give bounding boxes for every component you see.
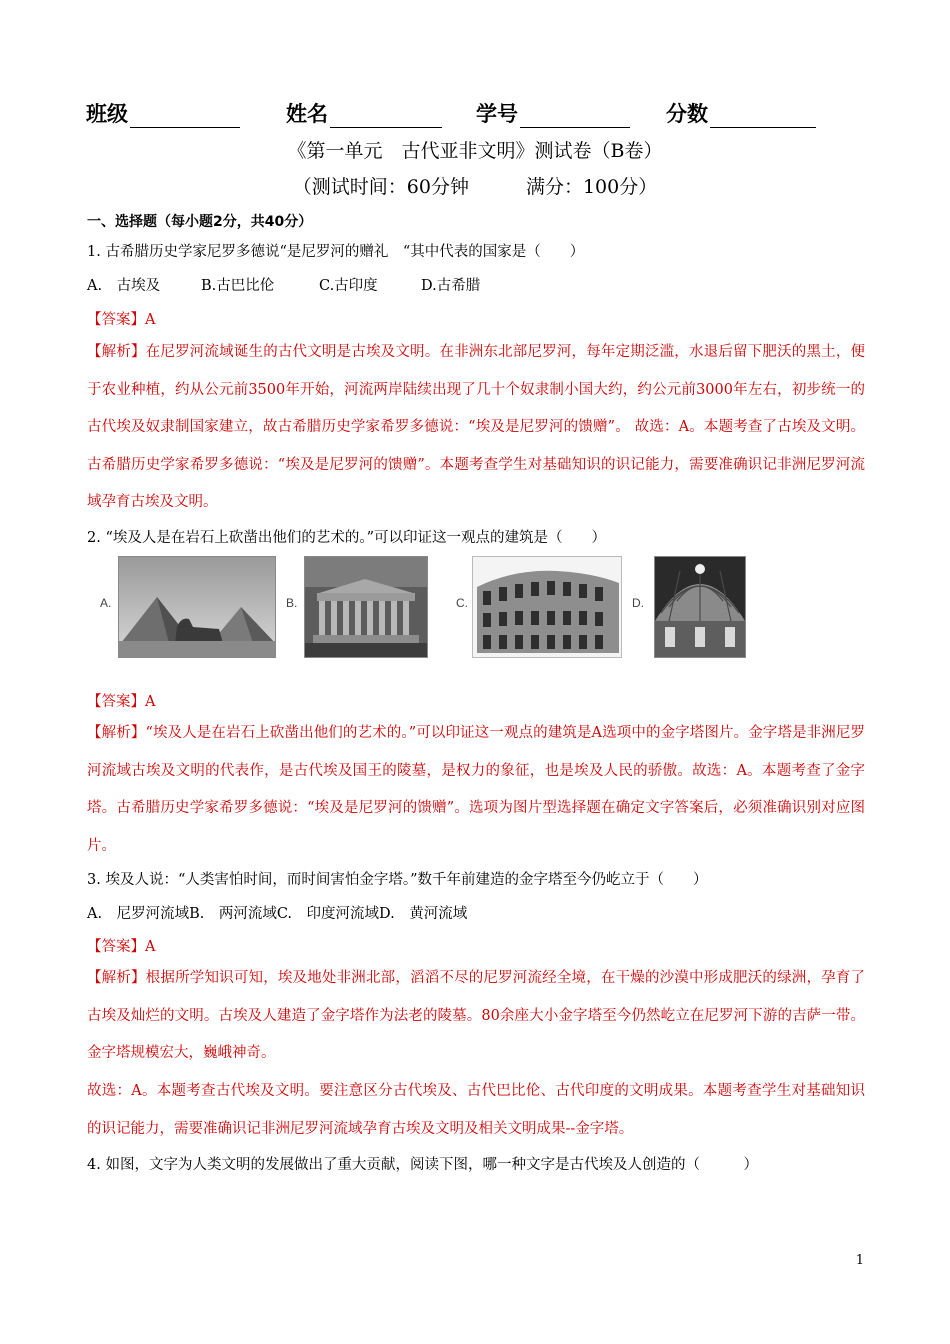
answer-value: A (145, 939, 156, 955)
score-field (666, 98, 816, 128)
analysis-text: 在尼罗河流域诞生的古代文明是古埃及文明。在非洲东北部尼罗河，每年定期泛滥，水退后留下肥沃的黑土，便于农业种植，约从公元前3500年开始，河流两岸陆续出现了几十个奴隶制小国大约，约公元前3000年左右，初步统一的古代埃及奴隶制国家建立，故古希腊历史学家希罗多德说：“埃及是尼罗河的馈赠”。 故选：A。本题考查了古埃及文明。古希腊历史学家希罗多德说：“埃及是尼罗河的馈赠”。本题考查学生对基础知识的识记能力，需要准确识记非洲尼罗河流域孕育古埃及文明。 (87, 344, 865, 510)
name-label: 姓名 (286, 102, 328, 126)
q1-option-b: B.古巴比伦 (201, 278, 275, 294)
question-1-analysis (87, 334, 865, 522)
question-1-options (87, 268, 864, 305)
student-id-field (476, 98, 630, 128)
class-label: 班级 (86, 102, 128, 126)
q1-option-c: C.古印度 (319, 278, 378, 294)
image-label-d: D. (632, 596, 644, 610)
question-3-analysis (87, 960, 865, 1073)
score-label: 分数 (666, 102, 708, 126)
student-id-blank (520, 105, 630, 128)
answer-value: A (145, 694, 156, 710)
exam-subtitle: （测试时间：60分钟 满分：100分） (292, 176, 658, 198)
question-2-stem: 2. “埃及人是在岩石上砍凿出他们的艺术的。”可以印证这一观点的建筑是（ ） (87, 530, 607, 546)
analysis-text: 根据所学知识可知，埃及地处非洲北部，滔滔不尽的尼罗河流经全境，在干燥的沙漠中形成肥沃的绿洲，孕育了古埃及灿烂的文明。古埃及人建造了金字塔作为法老的陵墓。80余座大小金字塔至今仍然屹立在尼罗河下游的吉萨一带。金字塔规模宏大，巍峨神奇。 (87, 970, 865, 1061)
name-field (286, 98, 442, 128)
page-number: 1 (855, 1253, 864, 1268)
student-id-label: 学号 (476, 102, 518, 126)
image-label-b: B. (286, 596, 298, 610)
student-info-header (86, 98, 864, 128)
q1-option-d: D.古希腊 (421, 278, 481, 294)
answer-tag: 【答案】 (87, 312, 145, 328)
score-blank (710, 105, 816, 128)
parthenon-image (304, 556, 428, 658)
analysis-text: “埃及人是在岩石上砍凿出他们的艺术的。”可以印证这一观点的建筑是A选项中的金字塔图片。金字塔是非洲尼罗河流域古埃及文明的代表作，是古代埃及国王的陵墓，是权力的象征，也是埃及人民的骄傲。故选：A。本题考查了金字塔。古希腊历史学家希罗多德说：“埃及是尼罗河的馈赠”。选项为图片型选择题在确定文字答案后，必须准确识别对应图片。 (87, 725, 866, 854)
pantheon-dome-image (654, 556, 746, 658)
answer-tag: 【答案】 (87, 939, 145, 955)
question-2-analysis (87, 715, 865, 865)
question-3-analysis-continued: 故选：A。本题考查古代埃及文明。要注意区分古代埃及、古代巴比伦、古代印度的文明成果。本题考查学生对基础知识的识记能力，需要准确识记非洲尼罗河流域孕育古埃及文明及相关文明成果--金字塔。 (87, 1083, 865, 1137)
class-field (86, 98, 240, 128)
analysis-tag: 【解析】 (87, 725, 146, 741)
question-1-stem: 1. 古希腊历史学家尼罗多德说“是尼罗河的赠礼 “其中代表的国家是（ ） (87, 244, 585, 260)
analysis-tag: 【解析】 (87, 970, 146, 986)
colosseum-image (472, 556, 622, 658)
class-blank (130, 105, 240, 128)
section-heading: 一、选择题（每小题2分，共40分） (87, 214, 313, 230)
q1-option-a: A. 古埃及 (87, 278, 161, 294)
image-label-a: A. (100, 596, 112, 610)
answer-tag: 【答案】 (87, 694, 145, 710)
answer-value: A (145, 312, 156, 328)
question-3-options: A. 尼罗河流域B. 两河流域C. 印度河流域D. 黄河流域 (87, 906, 468, 922)
question-4-stem: 4. 如图，文字为人类文明的发展做出了重大贡献，阅读下图，哪一种文字是古代埃及人创造的（ ） (87, 1157, 758, 1173)
name-blank (330, 105, 442, 128)
question-2-image-options (98, 556, 758, 660)
question-3-stem: 3. 埃及人说：“人类害怕时间，而时间害怕金字塔。”数千年前建造的金字塔至今仍屹立于（ ） (87, 872, 708, 888)
pyramids-sphinx-image (118, 556, 276, 658)
image-label-c: C. (456, 596, 468, 610)
analysis-tag: 【解析】 (87, 344, 146, 360)
exam-title: 《第一单元 古代亚非文明》测试卷（B卷） (287, 140, 663, 162)
